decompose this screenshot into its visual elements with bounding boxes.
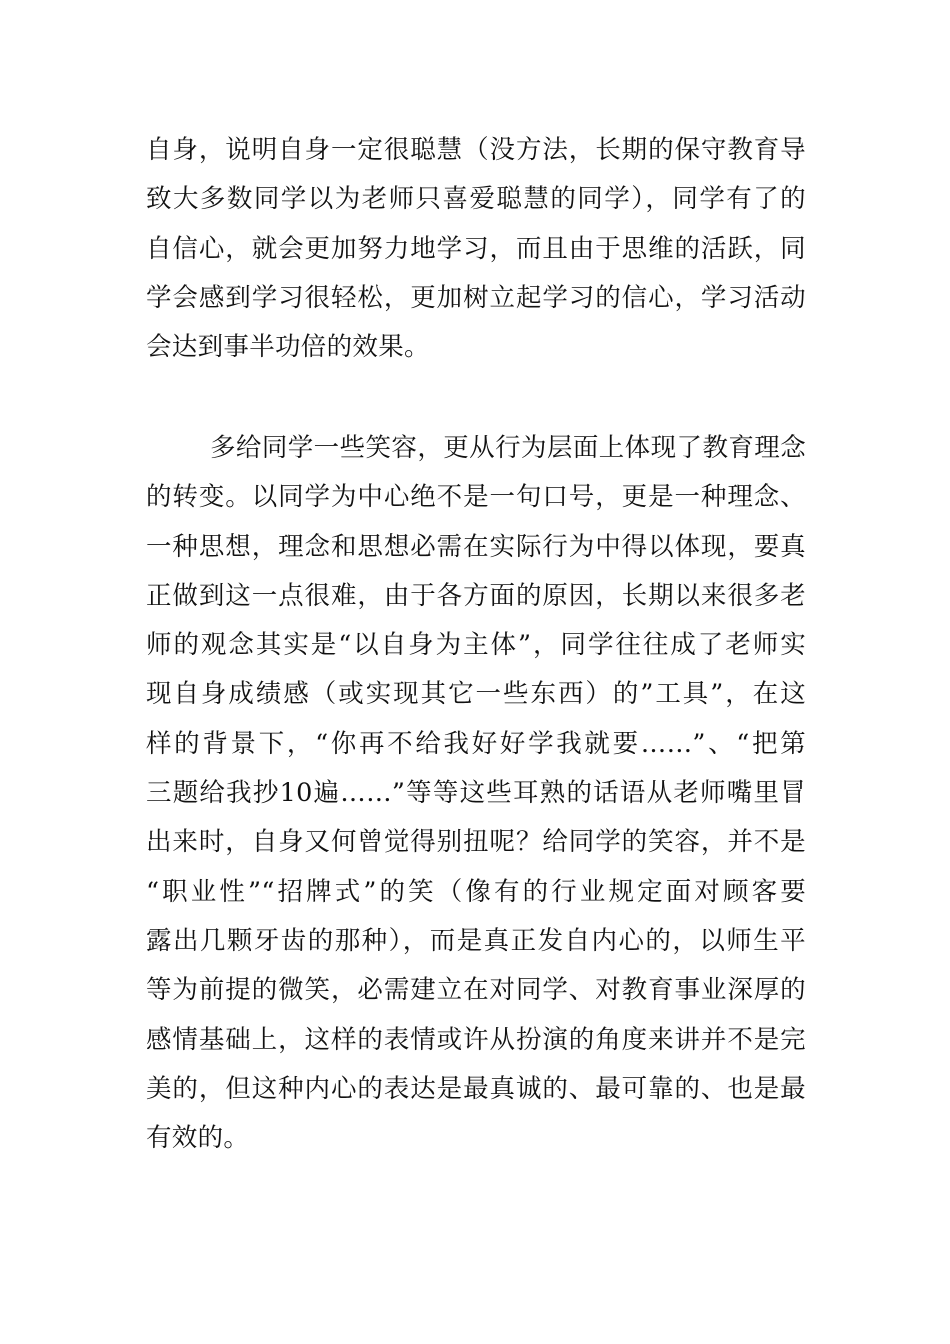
paragraph-line: 等为前提的微笑，必需建立在对同学、对教育事业深厚的 [146, 975, 806, 1006]
paragraph-line: 样的背景下，“你再不给我好好学我就要……”、“把第 [146, 728, 806, 759]
paragraph-2 [146, 424, 806, 1163]
paragraph-line: 出来时，自身又何曾觉得别扭呢？给同学的笑容，并不是 [146, 827, 806, 858]
paragraph-line: 感情基础上，这样的表情或许从扮演的角度来讲并不是完 [146, 1024, 806, 1055]
paragraph-line: 的转变。以同学为中心绝不是一句口号，更是一种理念、 [146, 482, 806, 513]
paragraph-line: 三题给我抄10遍……”等等这些耳熟的话语从老师嘴里冒 [146, 778, 806, 809]
paragraph-line: 自信心，就会更加努力地学习，而且由于思维的活跃，同 [146, 233, 806, 264]
paragraph-line: “职业性”“招牌式”的笑（像有的行业规定面对顾客要 [146, 876, 806, 907]
paragraph-line: 师的观念其实是“以自身为主体”，同学往往成了老师实 [146, 630, 806, 661]
paragraph-line: 美的，但这种内心的表达是最真诚的、最可靠的、也是最 [146, 1073, 806, 1104]
paragraph-1 [146, 126, 806, 372]
paragraph-line: 会达到事半功倍的效果。 [146, 332, 430, 363]
paragraph-line: 一种思想，理念和思想必需在实际行为中得以体现，要真 [146, 531, 806, 562]
paragraph-line: 学会感到学习很轻松，更加树立起学习的信心，学习活动 [146, 282, 806, 313]
paragraph-line: 有效的。 [146, 1123, 250, 1154]
paragraph-line: 自身，说明自身一定很聪慧（没方法，长期的保守教育导 [146, 135, 806, 165]
paragraph-line: 露出几颗牙齿的那种），而是真正发自内心的，以师生平 [146, 925, 806, 956]
paragraph-line: 现自身成绩感（或实现其它一些东西）的”工具”，在这 [146, 679, 806, 710]
paragraph-line: 正做到这一点很难，由于各方面的原因，长期以来很多老 [146, 580, 806, 611]
paragraph-line: 多给同学一些笑容，更从行为层面上体现了教育理念 [210, 433, 806, 463]
paragraph-line: 致大多数同学以为老师只喜爱聪慧的同学），同学有了的 [146, 184, 806, 215]
